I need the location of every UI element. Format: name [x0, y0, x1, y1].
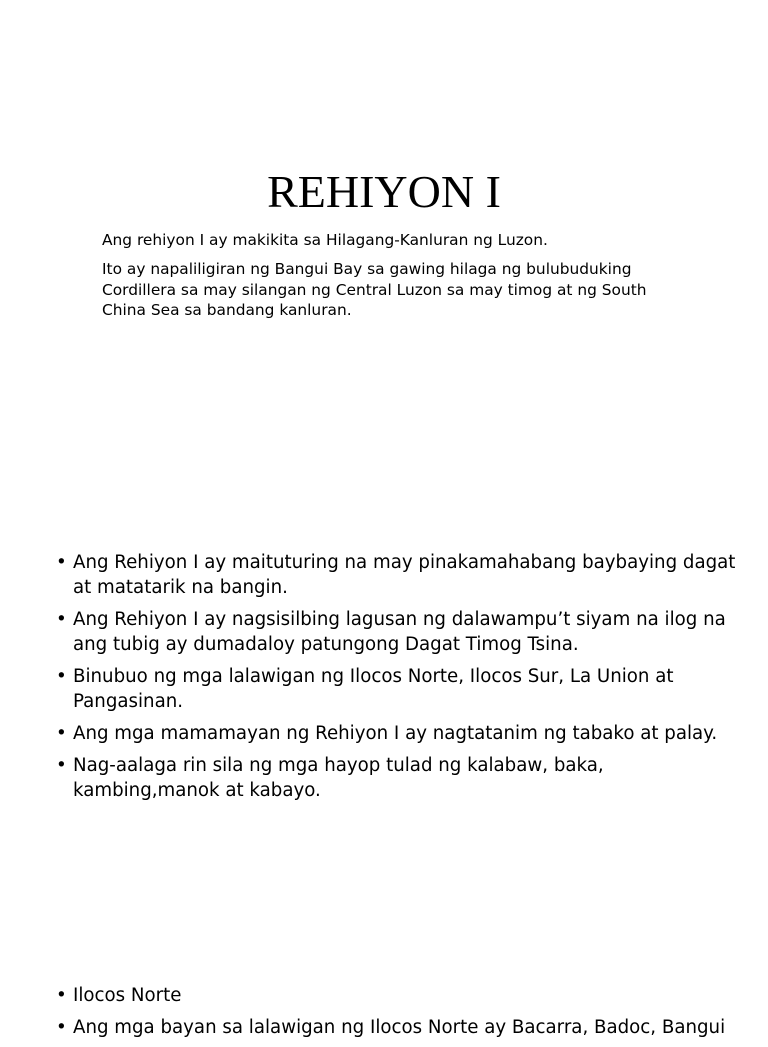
list-item — [56, 721, 736, 746]
list-item-text: Binubuo ng mga lalawigan ng Ilocos Norte, Ilocos Sur, La Union at Pangasinan. — [73, 666, 674, 712]
bullet-icon: • — [56, 552, 67, 573]
list-item — [56, 1015, 736, 1040]
intro-paragraph-1: Ang rehiyon I ay makikita sa Hilagang-Kanluran ng Luzon. — [102, 231, 548, 249]
list-item — [56, 753, 736, 803]
bullet-icon: • — [56, 755, 67, 776]
list-item-text: Ang Rehiyon I ay nagsisilbing lagusan ng dalawampu’t siyam na ilog na ang tubig ay dumadaloy patungong Dagat Timog Tsina. — [73, 609, 726, 655]
bullet-icon: • — [56, 666, 67, 687]
bullet-icon: • — [56, 723, 67, 744]
list-item-text: Nag-aalaga rin sila ng mga hayop tulad ng kalabaw, baka, kambing,manok at kabayo. — [73, 755, 604, 801]
facts-bullet-list — [56, 550, 736, 810]
page-title: REHIYON I — [267, 166, 501, 217]
list-item-text: Ang mga mamamayan ng Rehiyon I ay nagtatanim ng tabako at palay. — [73, 723, 718, 744]
bullet-icon: • — [56, 1017, 67, 1038]
bullet-icon: • — [56, 609, 67, 630]
list-item — [56, 983, 736, 1008]
intro-paragraph-2: Ito ay napaliligiran ng Bangui Bay sa gawing hilaga ng bulubuduking Cordillera sa may silangan ng Central Luzon sa may timog at ng South China Sea sa bandang kanluran. — [102, 260, 647, 319]
list-item — [56, 607, 736, 657]
bullet-icon: • — [56, 985, 67, 1006]
list-item-text: Ang mga bayan sa lalawigan ng Ilocos Norte ay Bacarra, Badoc, Bangui — [73, 1017, 726, 1038]
list-item-text: Ang Rehiyon I ay maituturing na may pinakamahabang baybaying dagat at matatarik na bangin. — [73, 552, 736, 598]
province-bullet-list — [56, 983, 736, 1047]
list-item-text: Ilocos Norte — [73, 985, 182, 1006]
list-item — [56, 550, 736, 600]
list-item — [56, 664, 736, 714]
